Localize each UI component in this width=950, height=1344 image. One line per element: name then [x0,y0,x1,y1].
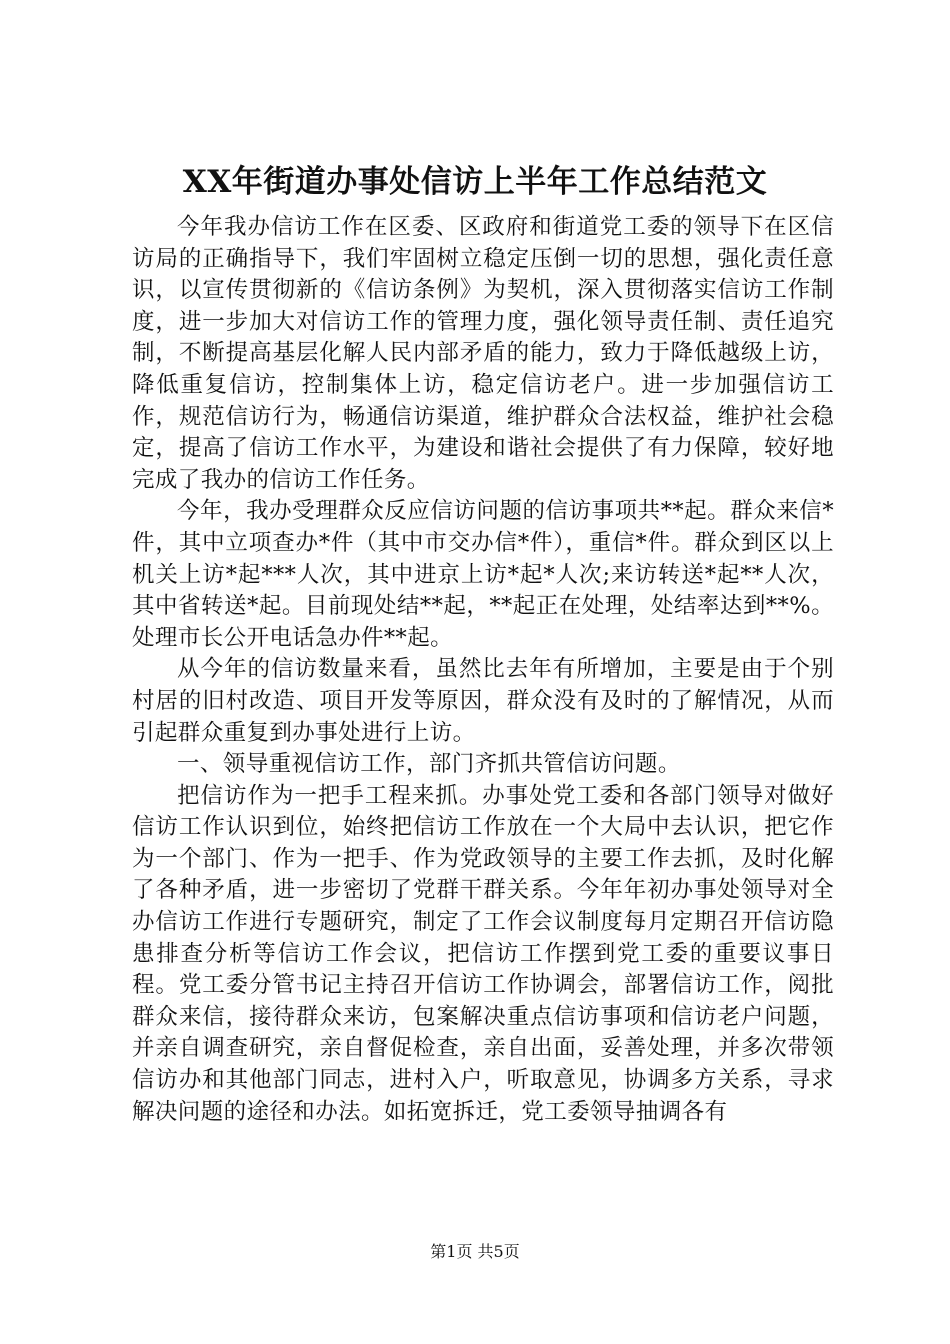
paragraph-analysis: 从今年的信访数量来看，虽然比去年有所增加，主要是由于个别村居的旧村改造、项目开发等原因，群众没有及时的了解情况，从而引起群众重复到办事处进行上访。 [132,656,834,746]
page-footer: 第1页 共5页 [430,1242,520,1261]
paragraph-leadership: 把信访作为一把手工程来抓。办事处党工委和各部门领导对做好信访工作认识到位，始终把信访工作放在一个大局中去认识，把它作为一个部门、作为一把手、作为党政领导的主要工作去抓，及时化解了各种矛盾，进一步密切了党群干群关系。今年年初办事处领导对全办信访工作进行专题研究，制定了工作会议制度每月定期召开信访隐患排查分析等信访工作会议，把信访工作摆到党工委的重要议事日程。党工委分管书记主持召开信访工作协调会，部署信访工作，阅批群众来信，接待群众来访，包案解决重点信访事项和信访老户问题，并亲自调查研究，亲自督促检查，亲自出面，妥善处理，并多次带领信访办和其他部门同志，进村入户，听取意见，协调多方关系，寻求解决问题的途径和办法。如拓宽拆迁，党工委领导抽调各有 [132,782,834,1125]
section-heading-1: 一、领导重视信访工作，部门齐抓共管信访问题。 [177,751,681,778]
document-body [132,212,834,1128]
paragraph-intro: 今年我办信访工作在区委、区政府和街道党工委的领导下在区信访局的正确指导下，我们牢固树立稳定压倒一切的思想，强化责任意识，以宣传贯彻新的《信访条例》为契机，深入贯彻落实信访工作制度，进一步加大对信访工作的管理力度，强化领导责任制、责任追究制，不断提高基层化解人民内部矛盾的能力，致力于降低越级上访，降低重复信访，控制集体上访，稳定信访老户。进一步加强信访工作，规范信访行为，畅通信访渠道，维护群众合法权益，维护社会稳定，提高了信访工作水平，为建设和谐社会提供了有力保障，较好地完成了我办的信访工作任务。 [132,214,834,493]
paragraph-statistics: 今年，我办受理群众反应信访问题的信访事项共**起。群众来信*件，其中立项查办*件（其中市交办信*件），重信*件。群众到区以上机关上访*起***人次，其中进京上访*起*人次;来访转送*起**人次，其中省转送*起。目前现处结**起，**起正在处理，处结率达到**%。处理市长公开电话急办件**起。 [132,498,834,651]
document-title: XX年街道办事处信访上半年工作总结范文 [182,164,768,200]
